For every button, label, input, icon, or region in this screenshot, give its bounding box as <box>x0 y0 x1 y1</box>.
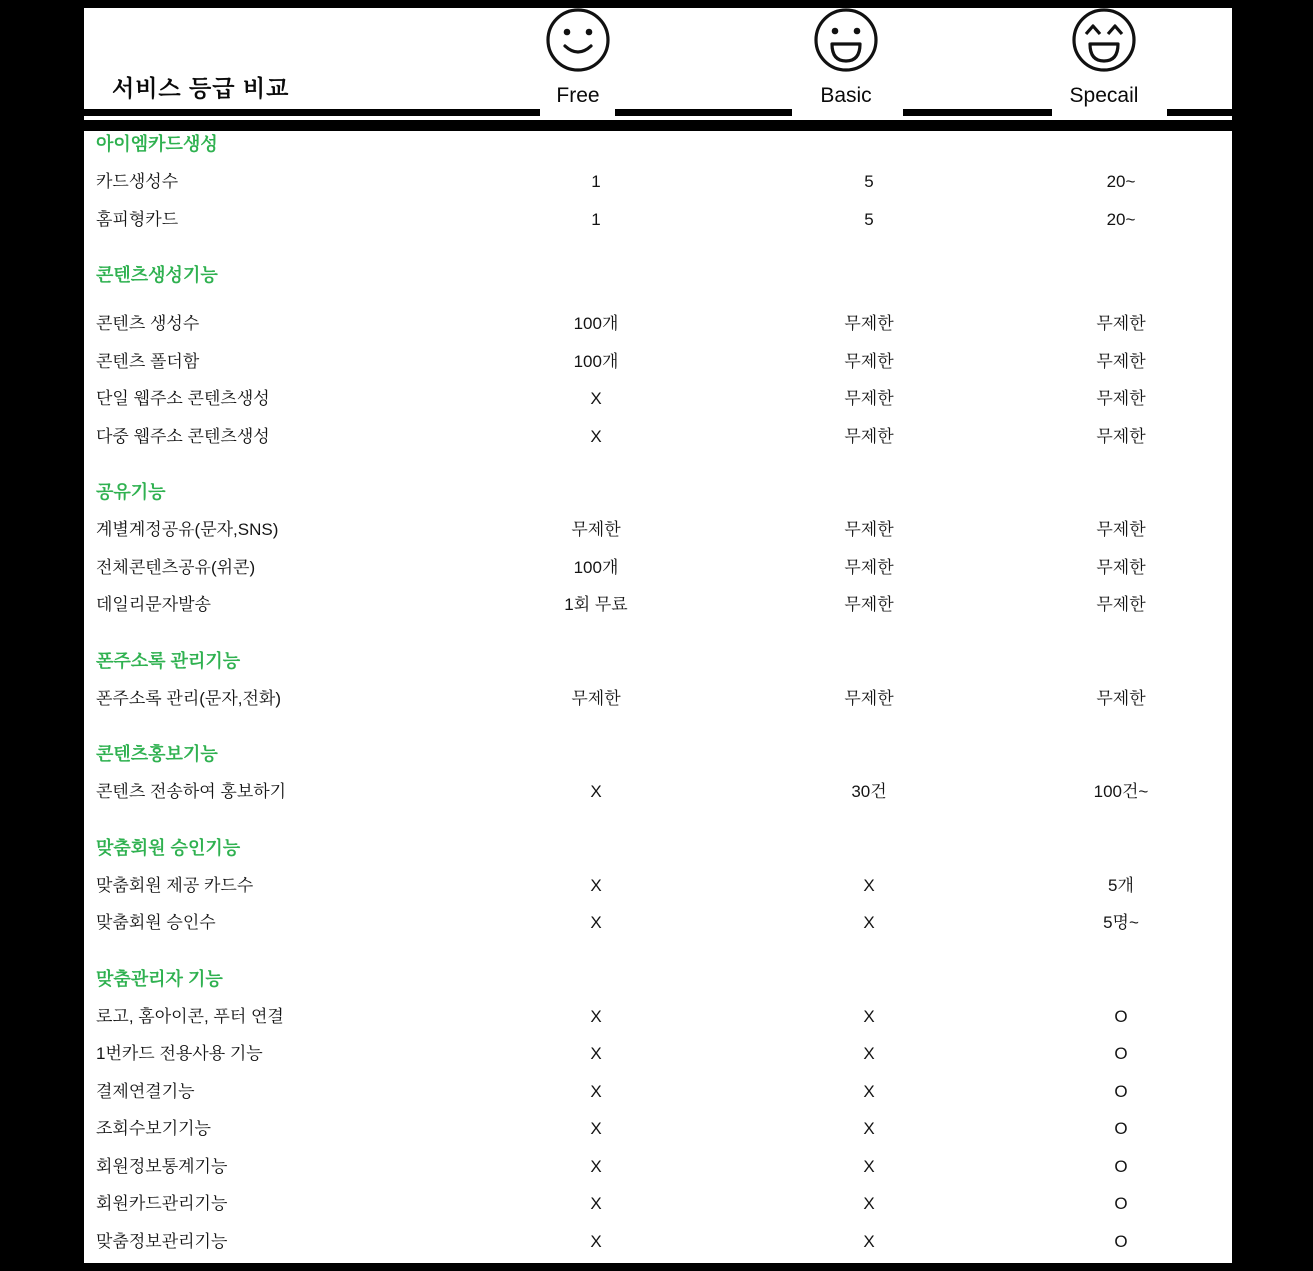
feature-label: 회원카드관리기능 <box>96 1194 228 1214</box>
table-row <box>84 511 1232 549</box>
tier-label-free: Free <box>556 84 600 107</box>
specail-value: 5명~ <box>1103 913 1139 933</box>
section-heading: 맞춤회원 승인기능 <box>96 837 241 858</box>
feature-label: 다중 웹주소 콘텐츠생성 <box>96 426 270 446</box>
basic-value: X <box>863 913 875 933</box>
table-row <box>84 1148 1232 1186</box>
feature-label: 전체콘텐츠공유(위콘) <box>96 557 256 577</box>
tier-header-free <box>498 8 658 109</box>
table-row <box>84 867 1232 905</box>
table-row <box>84 1110 1232 1148</box>
feature-label: 맞춤회원 승인수 <box>96 913 216 933</box>
feature-section <box>84 833 1232 942</box>
specail-value: O <box>1114 1006 1128 1026</box>
feature-section <box>84 131 1232 238</box>
free-value: 무제한 <box>571 688 621 708</box>
specail-value: 무제한 <box>1096 426 1146 446</box>
table-row <box>84 418 1232 456</box>
specail-value: O <box>1114 1081 1128 1101</box>
specail-value: O <box>1114 1044 1128 1064</box>
free-value: 1회 무료 <box>564 595 628 615</box>
smiley-face-icon <box>545 7 611 73</box>
free-value: 1 <box>591 209 601 229</box>
specail-value: 무제한 <box>1096 595 1146 615</box>
feature-section <box>84 477 1232 624</box>
feature-label: 카드생성수 <box>96 172 179 192</box>
feature-label: 맞춤정보관리기능 <box>96 1231 228 1251</box>
specail-value: O <box>1114 1119 1128 1139</box>
feature-label: 회원정보통계기능 <box>96 1156 228 1176</box>
specail-value: O <box>1114 1194 1128 1214</box>
basic-value: 무제한 <box>844 595 894 615</box>
feature-label: 계별계정공유(문자,SNS) <box>96 520 279 540</box>
specail-value: 5개 <box>1108 875 1134 895</box>
specail-value: 무제한 <box>1096 314 1146 334</box>
section-heading: 폰주소록 관리기능 <box>96 650 241 671</box>
basic-value: X <box>863 1156 875 1176</box>
free-value: X <box>590 1194 602 1214</box>
table-row <box>84 1035 1232 1073</box>
free-value: X <box>590 875 602 895</box>
feature-label: 콘텐츠 생성수 <box>96 314 200 334</box>
specail-value: 무제한 <box>1096 351 1146 371</box>
feature-label: 맞춤회원 제공 카드수 <box>96 875 254 895</box>
basic-value: 30건 <box>851 782 887 802</box>
free-value: 1 <box>591 172 601 192</box>
feature-section <box>84 964 1232 1261</box>
table-row <box>84 680 1232 718</box>
feature-label: 데일리문자발송 <box>96 595 211 615</box>
smiley-open-mouth-face-icon <box>813 7 879 73</box>
feature-label: 조회수보기기능 <box>96 1119 211 1139</box>
feature-label: 홈피형카드 <box>96 209 179 229</box>
free-value: 무제한 <box>571 520 621 540</box>
section-heading: 맞춤관리자 기능 <box>96 968 223 989</box>
free-value: X <box>590 1119 602 1139</box>
page-title: 서비스 등급 비교 <box>112 75 290 101</box>
basic-value: X <box>863 1194 875 1214</box>
basic-value: 무제한 <box>844 426 894 446</box>
feature-section <box>84 739 1232 811</box>
table-row <box>84 343 1232 381</box>
table-row <box>84 163 1232 201</box>
table-row <box>84 998 1232 1036</box>
table-row <box>84 1073 1232 1111</box>
free-value: X <box>590 913 602 933</box>
tier-header-specail <box>1024 8 1184 109</box>
specail-value: 무제한 <box>1096 520 1146 540</box>
basic-value: 무제한 <box>844 557 894 577</box>
feature-label: 폰주소록 관리(문자,전화) <box>96 688 281 708</box>
specail-value: 20~ <box>1106 209 1136 229</box>
basic-value: X <box>863 875 875 895</box>
tier-label-basic: Basic <box>820 84 872 107</box>
section-heading: 콘텐츠생성기능 <box>96 265 218 285</box>
tier-header-basic <box>766 8 926 109</box>
table-row <box>84 586 1232 624</box>
basic-value: 무제한 <box>844 389 894 409</box>
feature-section <box>84 646 1232 718</box>
free-value: 100개 <box>573 557 619 577</box>
free-value: X <box>590 1044 602 1064</box>
basic-value: X <box>863 1081 875 1101</box>
basic-value: X <box>863 1231 875 1251</box>
table-row <box>84 904 1232 942</box>
free-value: X <box>590 1006 602 1026</box>
tier-label-specail: Specail <box>1069 84 1139 107</box>
free-value: X <box>590 1156 602 1176</box>
feature-label: 로고, 홈아이콘, 푸터 연결 <box>96 1006 284 1026</box>
tab-notch-free <box>540 109 615 116</box>
feature-section <box>84 260 1232 455</box>
free-value: X <box>590 1231 602 1251</box>
basic-value: 무제한 <box>844 520 894 540</box>
feature-label: 콘텐츠 폴더함 <box>96 351 200 371</box>
free-value: X <box>590 1081 602 1101</box>
table-row <box>84 201 1232 239</box>
section-heading: 공유기능 <box>96 482 166 502</box>
basic-value: 무제한 <box>844 314 894 334</box>
tab-notch-basic <box>792 109 903 116</box>
table-row <box>84 1223 1232 1261</box>
basic-value: 5 <box>864 209 874 229</box>
section-heading: 콘텐츠홍보기능 <box>96 744 218 764</box>
specail-value: O <box>1114 1231 1128 1251</box>
feature-label: 단일 웹주소 콘텐츠생성 <box>96 389 270 409</box>
free-value: 100개 <box>573 351 619 371</box>
feature-label: 콘텐츠 전송하여 홍보하기 <box>96 782 287 802</box>
specail-value: 무제한 <box>1096 389 1146 409</box>
comparison-table <box>84 131 1232 1263</box>
header <box>84 8 1232 109</box>
table-row <box>84 773 1232 811</box>
table-row <box>84 305 1232 343</box>
specail-value: O <box>1114 1156 1128 1176</box>
free-value: X <box>590 426 602 446</box>
table-row <box>84 549 1232 587</box>
free-value: X <box>590 782 602 802</box>
divider-gap <box>84 116 1232 120</box>
basic-value: 5 <box>864 172 874 192</box>
free-value: 100개 <box>573 314 619 334</box>
feature-label: 1번카드 전용사용 기능 <box>96 1044 263 1064</box>
basic-value: X <box>863 1006 875 1026</box>
feature-label: 결제연결기능 <box>96 1081 195 1101</box>
basic-value: X <box>863 1044 875 1064</box>
free-value: X <box>590 389 602 409</box>
basic-value: 무제한 <box>844 688 894 708</box>
tab-notch-specail <box>1052 109 1167 116</box>
specail-value: 무제한 <box>1096 557 1146 577</box>
specail-value: 20~ <box>1106 172 1136 192</box>
section-heading: 아이엠카드생성 <box>96 134 218 154</box>
specail-value: 100건~ <box>1093 782 1149 802</box>
basic-value: X <box>863 1119 875 1139</box>
table-row <box>84 380 1232 418</box>
smiley-laughing-face-icon <box>1071 7 1137 73</box>
basic-value: 무제한 <box>844 351 894 371</box>
table-row <box>84 1185 1232 1223</box>
specail-value: 무제한 <box>1096 688 1146 708</box>
